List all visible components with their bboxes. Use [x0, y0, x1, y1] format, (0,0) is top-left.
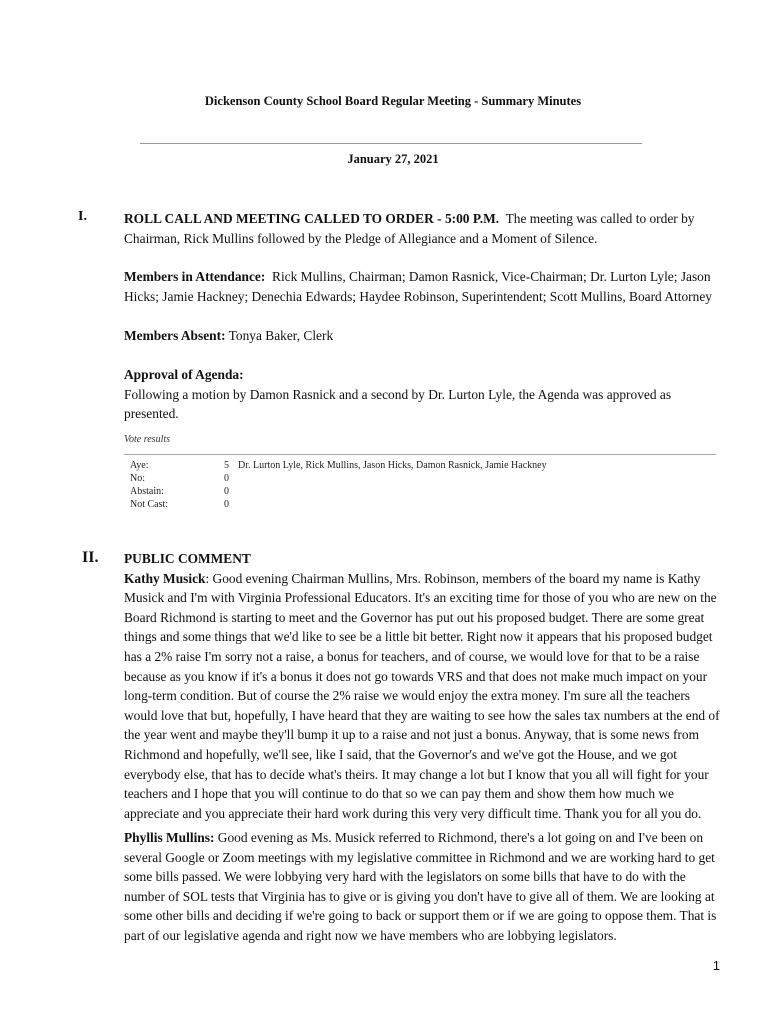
- section-1-numeral: I.: [78, 209, 87, 224]
- vote-divider: [124, 454, 716, 455]
- section-1-heading: ROLL CALL AND MEETING CALLED TO ORDER - 5:00 P.M.: [124, 211, 500, 226]
- vote-names: [229, 498, 238, 511]
- agenda-text: Following a motion by Damon Rasnick and a second by Dr. Lurton Lyle, the Agenda was approved as presented.: [124, 386, 672, 422]
- vote-label: Aye:: [130, 460, 149, 471]
- section-2-numeral: II.: [82, 549, 99, 566]
- attendance-text: Rick Mullins, Chairman; Damon Rasnick, Vice-Chairman; Dr. Lurton Lyle; Jason Hicks; Jamie Hackney; Denechia Edwards; Haydee Robinson, Superintendent; Scott Mullins, Board Attorney: [124, 269, 712, 304]
- speaker-1-comment: : Good evening Chairman Mullins, Mrs. Robinson, members of the board my name is Kathy Musick and I'm with Virginia Professional Educators. It's an exciting time for those of you who are new on the Board Richmond is starting to meet and the Governor has put out his proposed budget. There are some great things and some things that we'd like to see be a little bit better. Right now it appears that his proposed budget has a 2% raise I'm sorry not a raise, a bonus for teachers, and of course, we would love for that to be a raise because as you know if it's a bonus it does not go towards VRS and that does not make much impact on your long-term condition. But of course the 2% raise we would enjoy the extra money. I'm sure all the teachers would love that but, hopefully, I have heard that they are waiting to see how the sales tax numbers at the end of the year went and maybe they'll bump it up to a raise and not just a bonus. Anyway, that is some news from Richmond and hopefully, we'll see, like I said, that the Governor's and we've got the House, and we got everybody else, that has to decide what's theirs. It may change a lot but I know that you all will fight for your teachers and I hope that you will continue to do that so we can pay them and show them how much we appreciate and you appreciate their hard work during this very very difficult time. Thank you for all you do.: [124, 570, 720, 821]
- vote-row-abstain: [124, 485, 547, 498]
- vote-label: Abstain:: [130, 486, 164, 497]
- meeting-date: January 27, 2021: [347, 152, 439, 166]
- approval-of-agenda: [124, 365, 720, 424]
- section-1-roll-call: [124, 209, 720, 248]
- attendance-label: Members in Attendance:: [124, 269, 266, 284]
- members-in-attendance: [124, 267, 720, 306]
- vote-count: 0: [224, 473, 229, 484]
- vote-results-label: Vote results: [124, 434, 171, 445]
- title-divider: [140, 143, 642, 144]
- vote-names: Dr. Lurton Lyle, Rick Mullins, Jason Hicks, Damon Rasnick, Jamie Hackney: [238, 460, 547, 471]
- vote-row-not-cast: [124, 498, 547, 511]
- absent-text: Tonya Baker, Clerk: [228, 328, 334, 343]
- document-title: Dickenson County School Board Regular Meeting - Summary Minutes: [204, 94, 582, 108]
- members-absent: [124, 326, 720, 346]
- page-number: 1: [712, 958, 720, 973]
- vote-label: No:: [130, 473, 145, 484]
- vote-count: 0: [224, 499, 229, 510]
- vote-row-aye: [124, 459, 547, 472]
- vote-label: Not Cast:: [130, 499, 169, 510]
- vote-count: 5: [224, 460, 229, 471]
- vote-names: [229, 472, 238, 485]
- speaker-2-comment: Good evening as Ms. Musick referred to Richmond, there's a lot going on and I've been on several Google or Zoom meetings with my legislative committee in Richmond and we are working hard to get some bills passed. We were lobbying very hard with the legislators on some bills that have to do with the number of SOL tests that Virginia has to give or is giving you don't have to give all of them. We are looking at some other bills and deciding if we're going to back or support them or if we are going to oppose them. That is part of our legislative agenda and right now we have members who are lobbying legislators.: [124, 830, 717, 943]
- section-2-heading: PUBLIC COMMENT: [124, 551, 251, 566]
- absent-label: Members Absent:: [124, 328, 226, 343]
- section-1-text: The meeting was called to order by Chairman, Rick Mullins followed by the Pledge of Allegiance and a Moment of Silence.: [124, 211, 695, 246]
- speaker-2-block: [124, 828, 720, 946]
- speaker-1-name: Kathy Musick: [124, 570, 206, 586]
- speaker-2-name: Phyllis Mullins:: [124, 830, 215, 845]
- vote-count: 0: [224, 486, 229, 497]
- agenda-heading: Approval of Agenda:: [124, 367, 244, 382]
- vote-names: [229, 485, 238, 498]
- vote-row-no: [124, 472, 547, 485]
- vote-results-table: [124, 459, 547, 511]
- public-comment-section: [124, 549, 720, 823]
